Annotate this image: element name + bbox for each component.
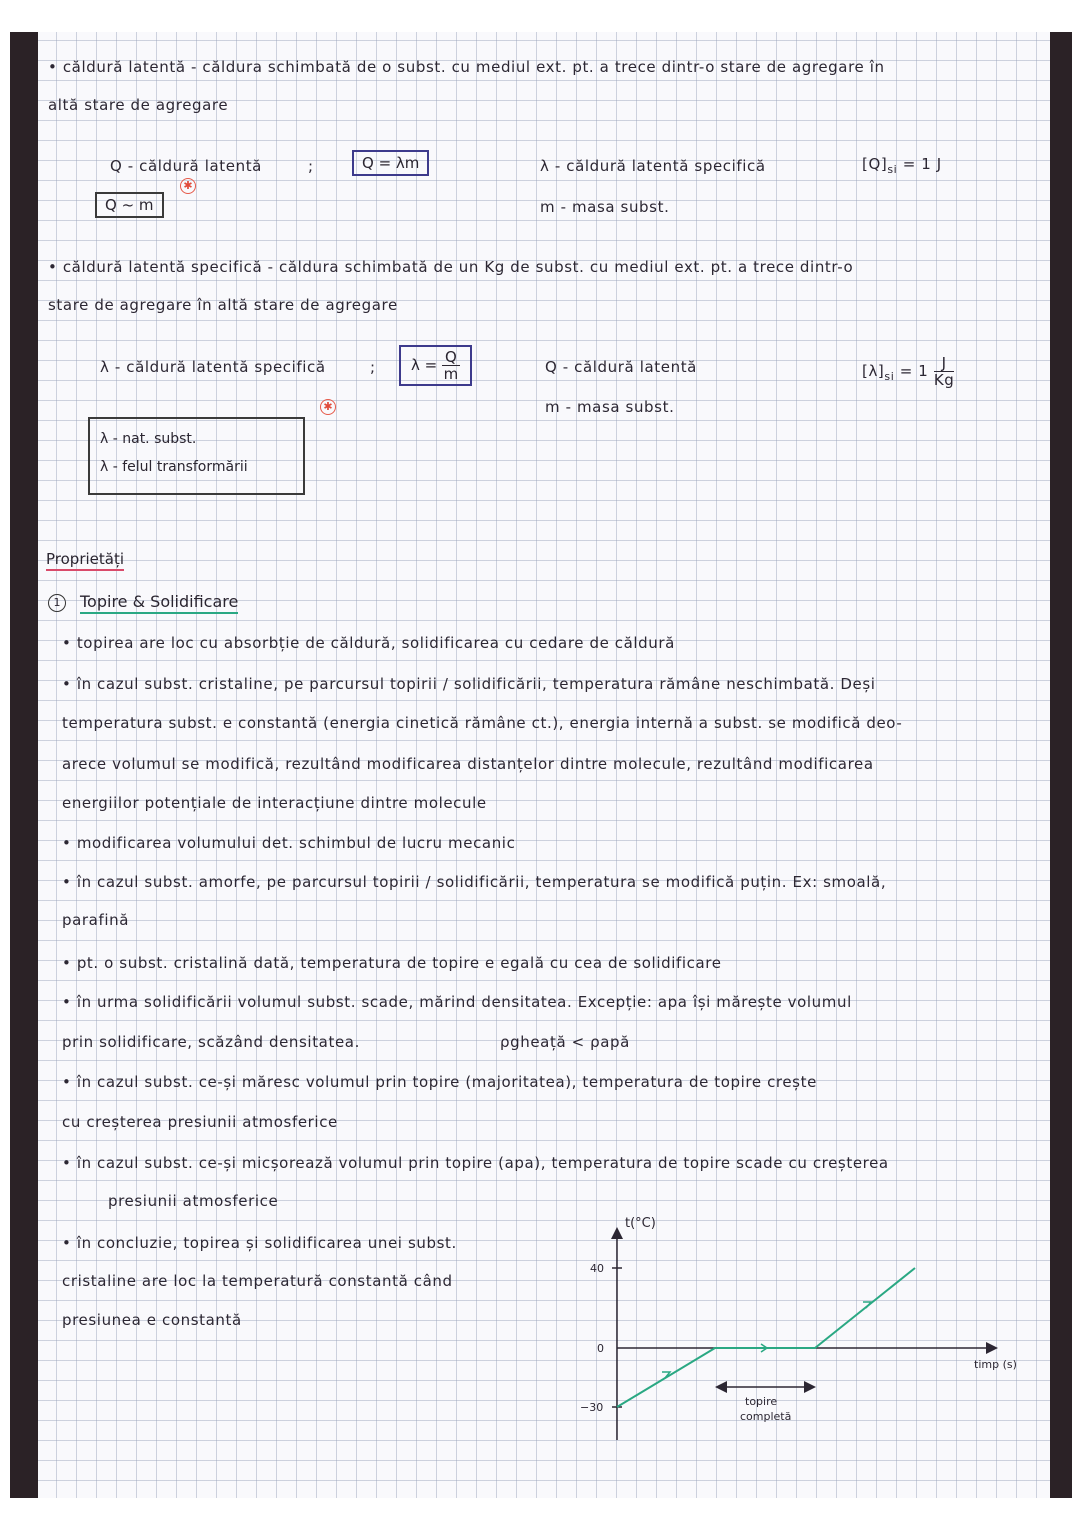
melting-curve-chart — [570, 1200, 1030, 1440]
formula-lambda-q-over-m — [399, 345, 472, 386]
si-subscript: si — [887, 163, 898, 176]
dependency-substance: λ - nat. subst. — [100, 431, 197, 447]
star-icon-2: ✱ — [320, 399, 336, 415]
fraction-denominator: m — [443, 365, 459, 383]
property-line: arece volumul se modifică, rezultând modificarea distanțelor dintre molecule, rezultând modificarea — [62, 755, 874, 773]
formula-left: λ = — [411, 356, 438, 374]
fraction-numerator: Q — [442, 349, 460, 366]
m-label: m - masa subst. — [540, 198, 670, 216]
lambda-specific-label: λ - căldură latentă specifică — [100, 358, 326, 376]
formula-q-lambda-m: Q = λm — [352, 150, 429, 176]
property-line: • în cazul subst. ce-și micșorează volumul prin topire (apa), temperatura de topire scade cu creșterea — [62, 1154, 889, 1172]
specific-latent-heat-definition-line1: • căldură latentă specifică - căldura schimbată de un Kg de subst. cu mediul ext. pt. a trece dintr-o — [48, 258, 854, 276]
unit-numerator: J — [934, 355, 955, 372]
page-left-edge — [10, 32, 38, 1498]
property-line: • în cazul subst. amorfe, pe parcursul topirii / solidificării, temperatura se modifică puțin. Ex: smoală, — [62, 873, 887, 891]
proportional-box: Q ~ m — [95, 192, 164, 218]
unit-fraction — [934, 355, 955, 388]
property-line: • în urma solidificării volumul subst. scade, mărind densitatea. Excepție: apa își mărește volumul — [62, 993, 852, 1011]
property-line: energiilor potențiale de interacțiune dintre molecule — [62, 794, 487, 812]
q-latent-label: Q - căldură latentă — [545, 358, 697, 376]
lambda-label: λ - căldură latentă specifică — [540, 157, 766, 175]
lambda-dependency-box — [88, 417, 305, 495]
property-line: temperatura subst. e constantă (energia cinetică rămâne ct.), energia internă a subst. se modifică deo- — [62, 714, 903, 732]
si-subscript-2: si — [884, 370, 895, 383]
si-unit-lambda — [862, 355, 954, 388]
q-label: Q - căldură latentă — [110, 157, 262, 175]
property-line: • în cazul subst. cristaline, pe parcursul topirii / solidificării, temperatura rămâne neschimbată. Deși — [62, 675, 876, 693]
si-unit-lambda-value: = 1 — [899, 362, 929, 380]
si-unit-q-value: = 1 J — [902, 155, 942, 173]
y-tick-40: 40 — [590, 1262, 604, 1275]
temperature-curve — [617, 1268, 915, 1407]
property-line: • modificarea volumului det. schimbul de lucru mecanic — [62, 834, 516, 852]
separator: ; — [308, 157, 314, 175]
si-unit-lambda-symbol: [λ] — [862, 362, 885, 380]
separator-2: ; — [370, 358, 376, 376]
property-line: prin solidificare, scăzând densitatea. — [62, 1033, 360, 1051]
unit-denominator: Kg — [933, 371, 955, 389]
property-line: presiunii atmosferice — [108, 1192, 279, 1210]
property-line: • topirea are loc cu absorbție de căldură, solidificarea cu cedare de căldură — [62, 634, 675, 652]
x-axis-label: timp (s) — [974, 1358, 1017, 1371]
conclusion-line: presiunea e constantă — [62, 1311, 242, 1329]
property-line: • în cazul subst. ce-și măresc volumul prin topire (majoritatea), temperatura de topire crește — [62, 1073, 817, 1091]
latent-heat-definition-line2: altă stare de agregare — [48, 96, 229, 114]
star-icon: ✱ — [180, 178, 196, 194]
si-unit-q — [862, 155, 942, 176]
dependency-transformation: λ - felul transformării — [100, 459, 248, 475]
conclusion-line: • în concluzie, topirea și solidificarea unei subst. — [62, 1234, 457, 1252]
y-tick-0: 0 — [597, 1342, 604, 1355]
section-number: 1 — [48, 594, 66, 612]
latent-heat-definition-line1: • căldură latentă - căldura schimbată de o subst. cu mediul ext. pt. a trece dintr-o stare de agregare în — [48, 58, 885, 76]
property-line: • pt. o subst. cristalină dată, temperatura de topire e egală cu cea de solidificare — [62, 954, 722, 972]
property-line: parafină — [62, 911, 130, 929]
conclusion-line: cristaline are loc la temperatură constantă când — [62, 1272, 453, 1290]
properties-heading: Proprietăți — [46, 550, 124, 571]
property-line: cu creșterea presiunii atmosferice — [62, 1113, 338, 1131]
section-title: Topire & Solidificare — [80, 592, 238, 614]
y-axis-label: t(°C) — [625, 1216, 656, 1231]
fraction — [442, 349, 460, 382]
y-tick-minus30: −30 — [580, 1401, 604, 1414]
m-mass-label: m - masa subst. — [545, 398, 675, 416]
si-unit-q-symbol: [Q] — [862, 155, 888, 173]
annotation-melting: topire — [745, 1395, 778, 1408]
annotation-complete: completă — [740, 1410, 792, 1423]
specific-latent-heat-definition-line2: stare de agregare în altă stare de agregare — [48, 296, 398, 314]
page-right-edge — [1050, 32, 1072, 1498]
density-comparison: ρgheață < ρapă — [500, 1033, 630, 1051]
